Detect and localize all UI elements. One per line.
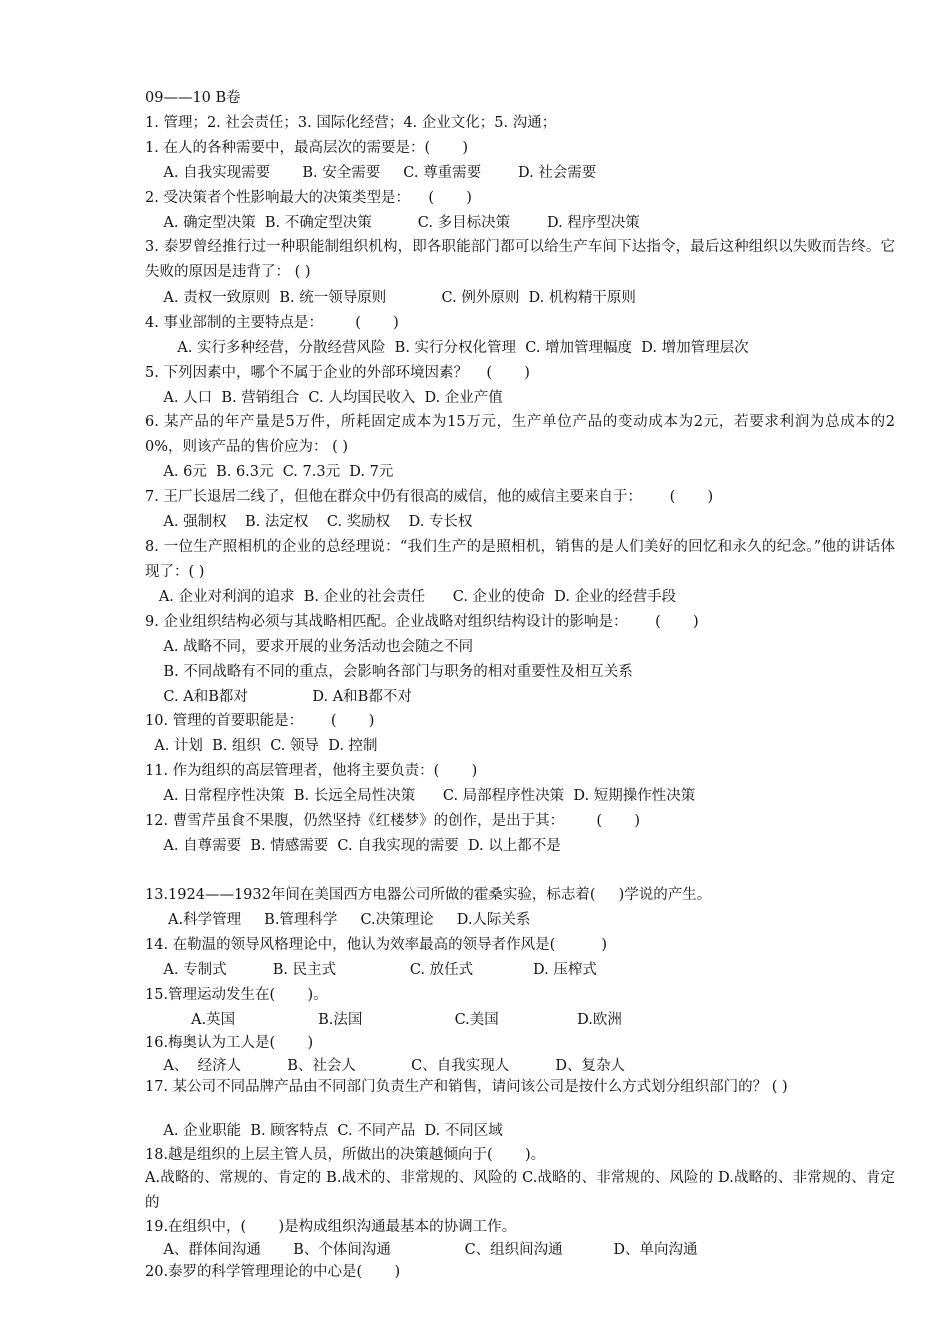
question-14: 14. 在勒温的领导风格理论中，他认为效率最高的领导者作风是( ) [145,937,608,953]
question-13: 13.1924——1932年间在美国西方电器公司所做的霍桑实验，标志着( )学说的产生。 [145,887,712,903]
question-12: 12. 曹雪芹虽食不果腹，仍然坚持《红楼梦》的创作，是出于其： ( ) [145,813,641,829]
question-17: 17. 某公司不同品牌产品由不同部门负责生产和销售，请问该公司是按什么方式划分组织部门的？ ( ) [145,1079,788,1095]
question-18: 18.越是组织的上层主管人员，所做出的决策越倾向于( )。 [145,1147,546,1163]
question-17-options: A. 企业职能 B. 顾客特点 C. 不同产品 D. 不同区域 [145,1123,503,1139]
question-9-options-cd: C. A和B都对 D. A和B都不对 [145,689,412,705]
question-6-options: A. 6元 B. 6.3元 C. 7.3元 D. 7元 [145,464,394,480]
question-9: 9. 企业组织结构必须与其战略相匹配。企业战略对组织结构设计的影响是： ( ) [145,614,699,630]
question-13-options: A.科学管理 B.管理科学 C.决策理论 D.人际关系 [145,912,531,928]
question-15: 15.管理运动发生在( )。 [145,987,328,1003]
question-9-option-a: A. 战略不同，要求开展的业务活动也会随之不同 [145,639,474,655]
question-5: 5. 下列因素中，哪个不属于企业的外部环境因素？ ( ) [145,365,530,381]
question-12-options: A. 自尊需要 B. 情感需要 C. 自我实现的需要 D. 以上都不是 [145,838,561,854]
question-18-options: A.战略的、常规的、肯定的 B.战术的、非常规的、风险的 C.战略的、非常规的、风险的 D.战略的、非常规的、肯定的 [145,1170,895,1211]
question-6: 6. 某产品的年产量是5万件，所耗固定成本为15万元，生产单位产品的变动成本为2元，若要求利润为总成本的20%，则该产品的售价应为： ( ) [145,414,895,455]
question-3: 3. 泰罗曾经推行过一种职能制组织机构，即各职能部门都可以给生产车间下达指令，最后这种组织以失败而告终。它失败的原因是违背了： ( ) [145,239,895,280]
question-5-options: A. 人口 B. 营销组合 C. 人均国民收入 D. 企业产值 [145,390,503,406]
question-20: 20.泰罗的科学管理理论的中心是( ) [145,1264,401,1280]
question-11-options: A. 日常程序性决策 B. 长远全局性决策 C. 局部程序性决策 D. 短期操作性决策 [145,788,696,804]
question-10-options: A. 计划 B. 组织 C. 领导 D. 控制 [145,738,378,754]
question-10: 10. 管理的首要职能是： ( ) [145,713,375,729]
question-16: 16.梅奥认为工人是( ) [145,1035,314,1051]
question-15-options: A.英国 B.法国 C.美国 D.欧洲 [145,1012,622,1028]
question-11: 11. 作为组织的高层管理者，他将主要负责：( ) [145,763,478,779]
question-2: 2. 受决策者个性影响最大的决策类型是： ( ) [145,190,472,206]
question-7: 7. 王厂长退居二线了，但他在群众中仍有很高的威信，他的威信主要来自于： ( ) [145,489,714,505]
exam-title: 09——10 B卷 [145,90,241,106]
question-4: 4. 事业部制的主要特点是： ( ) [145,315,399,331]
question-16-options: A、 经济人 B、社会人 C、自我实现人 D、复杂人 [145,1058,625,1074]
question-1: 1. 在人的各种需要中，最高层次的需要是：( ) [145,140,469,156]
question-8-options: A. 企业对利润的追求 B. 企业的社会责任 C. 企业的使命 D. 企业的经营手段 [145,589,677,605]
question-19: 19.在组织中，( )是构成组织沟通最基本的协调工作。 [145,1219,517,1235]
question-3-options: A. 责权一致原则 B. 统一领导原则 C. 例外原则 D. 机构精干原则 [145,290,636,306]
term-questions: 1. 管理；2. 社会责任；3. 国际化经营；4. 企业文化；5. 沟通； [145,115,557,131]
question-8: 8. 一位生产照相机的企业的总经理说：“我们生产的是照相机，销售的是人们美好的回忆和永久的纪念。”他的讲话体现了：( ) [145,539,895,580]
question-4-options: A. 实行多种经营，分散经营风险 B. 实行分权化管理 C. 增加管理幅度 D. 增加管理层次 [145,340,749,356]
question-7-options: A. 强制权 B. 法定权 C. 奖励权 D. 专长权 [145,514,473,530]
question-9-option-b: B. 不同战略有不同的重点，会影响各部门与职务的相对重要性及相互关系 [145,664,633,680]
question-19-options: A、群体间沟通 B、个体间沟通 C、组织间沟通 D、单向沟通 [145,1242,698,1258]
question-14-options: A. 专制式 B. 民主式 C. 放任式 D. 压榨式 [145,962,597,978]
question-1-options: A. 自我实现需要 B. 安全需要 C. 尊重需要 D. 社会需要 [145,165,597,181]
question-2-options: A. 确定型决策 B. 不确定型决策 C. 多目标决策 D. 程序型决策 [145,215,640,231]
